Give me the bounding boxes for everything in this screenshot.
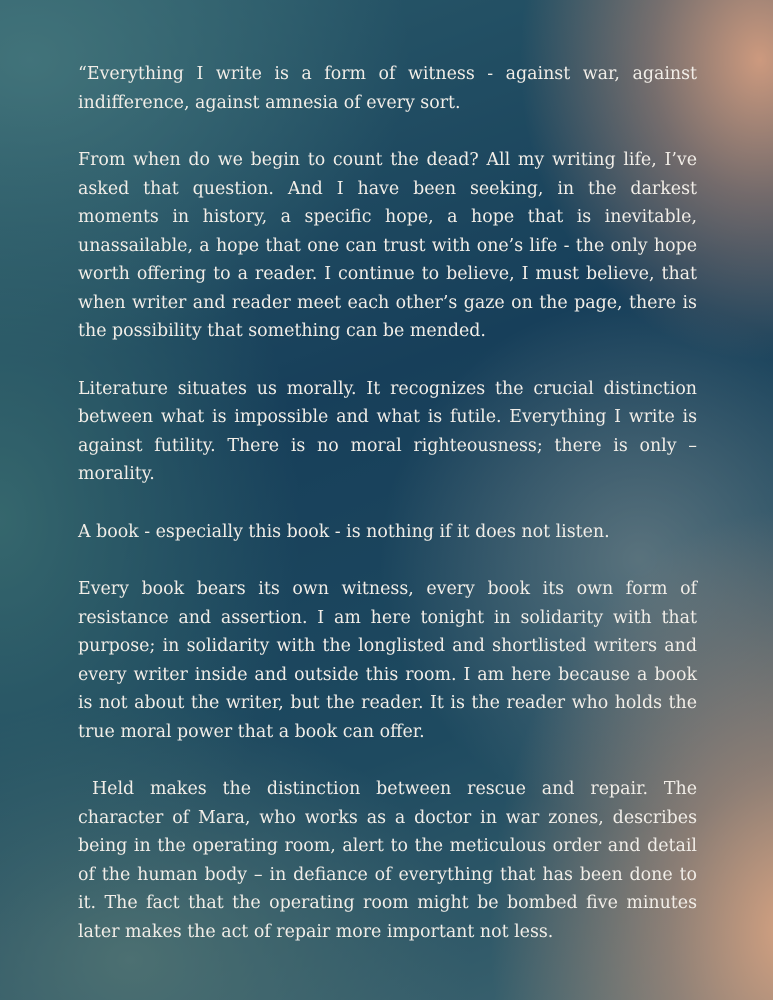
paragraph-count-the-dead: From when do we begin to count the dead? All my writing life, I’ve asked that question. And I have been seeking, in the darkest moments in history, a specific hope, a hope that is inevitable, unassailable, a hope that one can trust with one’s life - the only hope worth offering to a reader. I continue to believe, I must believe, that when writer and reader meet each other’s gaze on the page, there is the possibility that something can be mended. xyxy=(78,150,697,341)
paragraph-book-listen: A book - especially this book - is nothing if it does not listen. xyxy=(78,521,610,542)
paragraph-held-rescue-repair: Held makes the distinction between rescue and repair. The character of Mara, who works as a doctor in war zones, describes being in the operating room, alert to the meticulous order and detail of the human body – in defiance of everything that has been done to it. The fact that the operating room might be bombed five minutes later makes the act of repair more important not less. xyxy=(78,779,697,942)
paragraph-every-book-witness: Every book bears its own witness, every book its own form of resistance and assertion. I am here tonight in solidarity with that purpose; in solidarity with the longlisted and shortlisted writers and every writer inside and outside this room. I am here because a book is not about the writer, but the reader. It is the reader who holds the true moral power that a book can offer. xyxy=(78,579,697,742)
quote-text-block xyxy=(78,60,697,975)
paragraph-witness: “Everything I write is a form of witness - against war, against indifference, against amnesia of every sort. xyxy=(78,64,697,113)
paragraph-literature-situates: Literature situates us morally. It recognizes the crucial distinction between what is impossible and what is futile. Everything I write is against futility. There is no moral righteousness; there is only – morality. xyxy=(78,378,697,484)
